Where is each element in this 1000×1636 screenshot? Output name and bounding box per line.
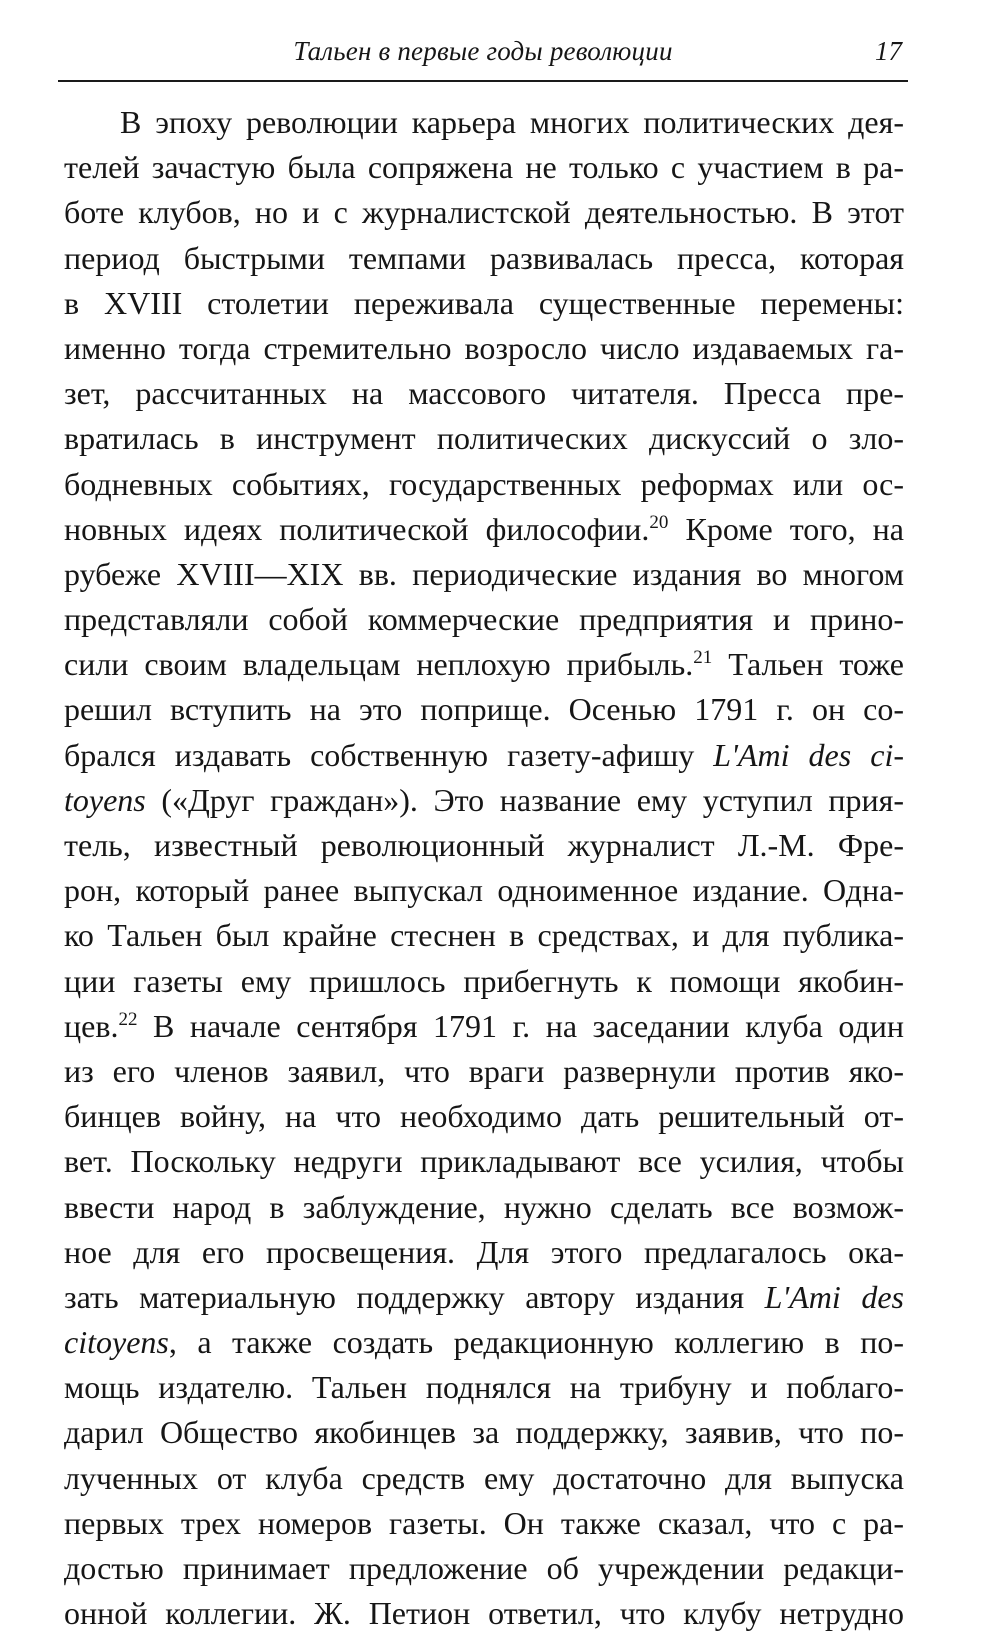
- text-line: мощь издателю. Тальен поднялся на трибуну и поблаго-: [64, 1369, 904, 1406]
- body-text: [64, 100, 904, 1636]
- text-line: ное для его просвещения. Для этого предлагалось ока-: [64, 1233, 904, 1270]
- text-line: брался издавать собственную газету-афишу L'Ami des ci-: [64, 736, 904, 773]
- text-line: представляли собой коммерческие предприятия и прино-: [64, 601, 904, 638]
- text-line: в XVIII столетии переживала существенные перемены:: [64, 284, 904, 321]
- italic-title: citoyens: [64, 1324, 169, 1361]
- running-title: Тальен в первые годы революции: [293, 36, 673, 66]
- text-line: зать материальную поддержку автору издания L'Ami des: [64, 1278, 904, 1315]
- text-line: бодневных событиях, государственных реформах или ос-: [64, 465, 904, 502]
- text-line: ко Тальен был крайне стеснен в средствах, и для публика-: [64, 917, 904, 954]
- text-line: citoyens, а также создать редакционную коллегию в по-: [64, 1324, 904, 1361]
- text-line: сили своим владельцам неплохую прибыль.$^{21}$ Тальен тоже: [64, 646, 904, 683]
- text-line: В эпоху революции карьера многих политических дея-: [120, 104, 904, 140]
- text-line: онной коллегии. Ж. Петион ответил, что клубу нетрудно: [64, 1595, 904, 1632]
- text-line: вратилась в инструмент политических дискуссий о зло-: [64, 420, 904, 457]
- italic-title: L'Ami des ci-: [713, 736, 904, 773]
- text-line: toyens («Друг граждан»). Это название ему уступил прия-: [64, 781, 904, 818]
- italic-title: toyens: [64, 781, 146, 818]
- italic-title: L'Ami des: [764, 1278, 904, 1315]
- text-line: рубеже XVIII—XIX вв. периодические издания во многом: [64, 555, 904, 592]
- text-line: бинцев войну, на что необходимо дать решительный от-: [64, 1098, 904, 1135]
- text-line: лученных от клуба средств ему достаточно для выпуска: [64, 1459, 904, 1496]
- text-line: вет. Поскольку недруги прикладывают все усилия, чтобы: [64, 1143, 904, 1180]
- page-number: 17: [875, 36, 902, 66]
- text-line: цев.$^{22}$ В начале сентября 1791 г. на заседании клуба один: [64, 1007, 904, 1044]
- text-line: период быстрыми темпами развивалась пресса, которая: [64, 239, 904, 276]
- page-header: [58, 30, 908, 82]
- text-line: решил вступить на это поприще. Осенью 1791 г. он со-: [64, 691, 904, 728]
- footnote-ref: 21: [693, 647, 713, 669]
- text-line: зет, рассчитанных на массового читателя. Пресса пре-: [64, 375, 904, 412]
- text-line: новных идеях политической философии.$^{20}$ Кроме того, на: [64, 510, 904, 547]
- footnote-ref: 22: [118, 1008, 138, 1030]
- text-line: телей зачастую была сопряжена не только с участием в ра-: [64, 149, 904, 186]
- footnote-ref: 20: [649, 511, 669, 533]
- text-line: боте клубов, но и с журналистской деятельностью. В этот: [64, 194, 904, 231]
- text-line: достью принимает предложение об учреждении редакци-: [64, 1550, 904, 1586]
- text-line: ввести народ в заблуждение, нужно сделать все возмож-: [64, 1188, 904, 1225]
- text-line: из его членов заявил, что враги развернули против яко-: [64, 1052, 904, 1089]
- text-line: рон, который ранее выпускал одноименное издание. Одна-: [64, 872, 904, 909]
- text-line: ции газеты ему пришлось прибегнуть к помощи якобин-: [64, 962, 904, 999]
- text-line: первых трех номеров газеты. Он также сказал, что с ра-: [64, 1504, 904, 1541]
- text-line: именно тогда стремительно возросло число издаваемых га-: [64, 329, 904, 366]
- text-line: дарил Общество якобинцев за поддержку, заявив, что по-: [64, 1414, 904, 1451]
- text-line: тель, известный революционный журналист Л.-М. Фре-: [64, 827, 904, 863]
